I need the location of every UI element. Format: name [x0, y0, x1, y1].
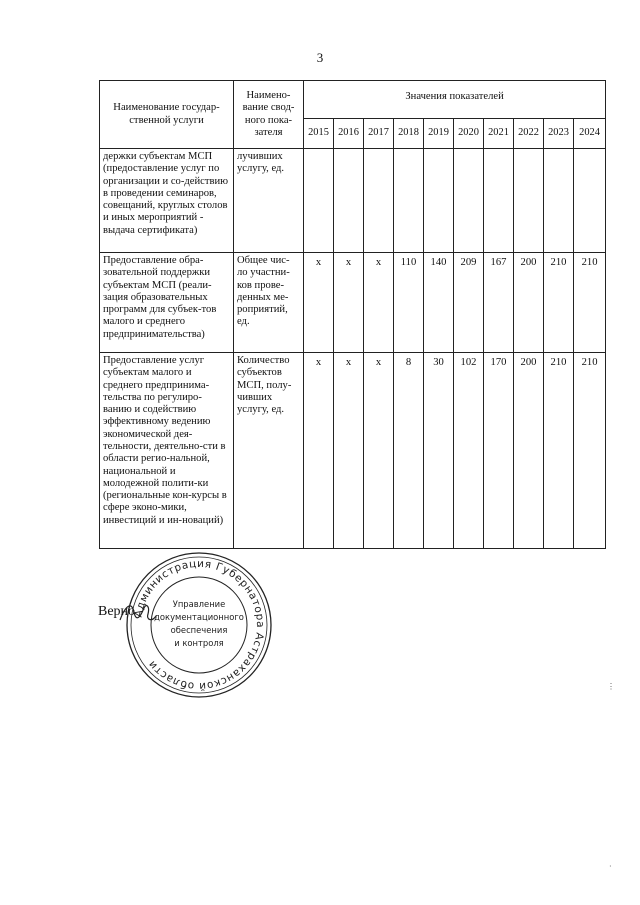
- value-cell: х: [304, 353, 334, 549]
- value-cell: 110: [394, 253, 424, 353]
- year-header: 2019: [424, 119, 454, 149]
- service-name-cell: держки субъектам МСП (предоставление услуг по организации и со-действию в проведении семинаров, совещаний, круглых столов и иных мероприятий - выдача сертификата): [100, 149, 234, 253]
- value-cell: [304, 149, 334, 253]
- scan-artifact: ·: [609, 862, 612, 871]
- value-cell: [334, 149, 364, 253]
- value-cell: х: [334, 353, 364, 549]
- year-header: 2017: [364, 119, 394, 149]
- year-header: 2021: [484, 119, 514, 149]
- stamp-line: Управление: [172, 599, 226, 609]
- value-cell: [514, 149, 544, 253]
- handwritten-signature: [118, 598, 158, 628]
- value-cell: 30: [424, 353, 454, 549]
- value-cell: х: [364, 253, 394, 353]
- value-cell: 170: [484, 353, 514, 549]
- year-header: 2018: [394, 119, 424, 149]
- value-cell: 210: [544, 353, 574, 549]
- indicator-name-cell: Количество субъектов МСП, полу-чивших услугу, ед.: [234, 353, 304, 549]
- value-cell: [484, 149, 514, 253]
- stamp-line: документационного: [154, 612, 244, 622]
- value-cell: 8: [394, 353, 424, 549]
- value-cell: 210: [544, 253, 574, 353]
- year-header: 2023: [544, 119, 574, 149]
- year-header: 2024: [574, 119, 606, 149]
- value-cell: 210: [574, 253, 606, 353]
- stamp-line: обеспечения: [170, 625, 228, 635]
- page-number: 3: [316, 50, 324, 65]
- value-cell: 140: [424, 253, 454, 353]
- value-cell: [364, 149, 394, 253]
- value-cell: [394, 149, 424, 253]
- value-cell: 200: [514, 253, 544, 353]
- table-row: [100, 253, 606, 353]
- value-cell: х: [334, 253, 364, 353]
- indicator-name-cell: лучивших услугу, ед.: [234, 149, 304, 253]
- value-cell: [574, 149, 606, 253]
- indicator-name-cell: Общее чис-ло участни-ков прове-денных ме-роприятий, ед.: [234, 253, 304, 353]
- year-header: 2022: [514, 119, 544, 149]
- year-header: 2015: [304, 119, 334, 149]
- value-cell: [544, 149, 574, 253]
- value-cell: 209: [454, 253, 484, 353]
- value-cell: [454, 149, 484, 253]
- service-name-cell: Предоставление услуг субъектам малого и среднего предпринима-тельства по регулиро-ванию и содействию эффективному ведению экономической дея-тельности, деятельно-сти в области регио-нальной, национальной и молодежной полити-ки (региональные кон-курсы в сфере эконо-мики, инвестиций и ин-новаций): [100, 353, 234, 549]
- table-row: [100, 149, 606, 253]
- scan-artifact: ⋮: [607, 682, 615, 691]
- header-indicator-name: Наимено-вание свод-ного пока-зателя: [234, 81, 304, 149]
- value-cell: х: [364, 353, 394, 549]
- value-cell: 102: [454, 353, 484, 549]
- table-row: [100, 353, 606, 549]
- header-service-name: Наименование государ-ственной услуги: [100, 81, 234, 149]
- value-cell: 167: [484, 253, 514, 353]
- year-header: 2020: [454, 119, 484, 149]
- value-cell: [424, 149, 454, 253]
- service-name-cell: Предоставление обра-зовательной поддержки субъектам МСП (реали-зация образовательных программ для субъек-тов малого и среднего предпринимательства): [100, 253, 234, 353]
- stamp-outer-text: Администрация Губернатора Астраханской области: [132, 557, 267, 693]
- value-cell: х: [304, 253, 334, 353]
- indicators-table: [99, 80, 606, 549]
- year-header: 2016: [334, 119, 364, 149]
- value-cell: 210: [574, 353, 606, 549]
- verno-label: Верно: [98, 604, 136, 619]
- stamp-line: и контроля: [174, 638, 224, 648]
- value-cell: 200: [514, 353, 544, 549]
- header-indicator-values: Значения показателей: [304, 81, 606, 119]
